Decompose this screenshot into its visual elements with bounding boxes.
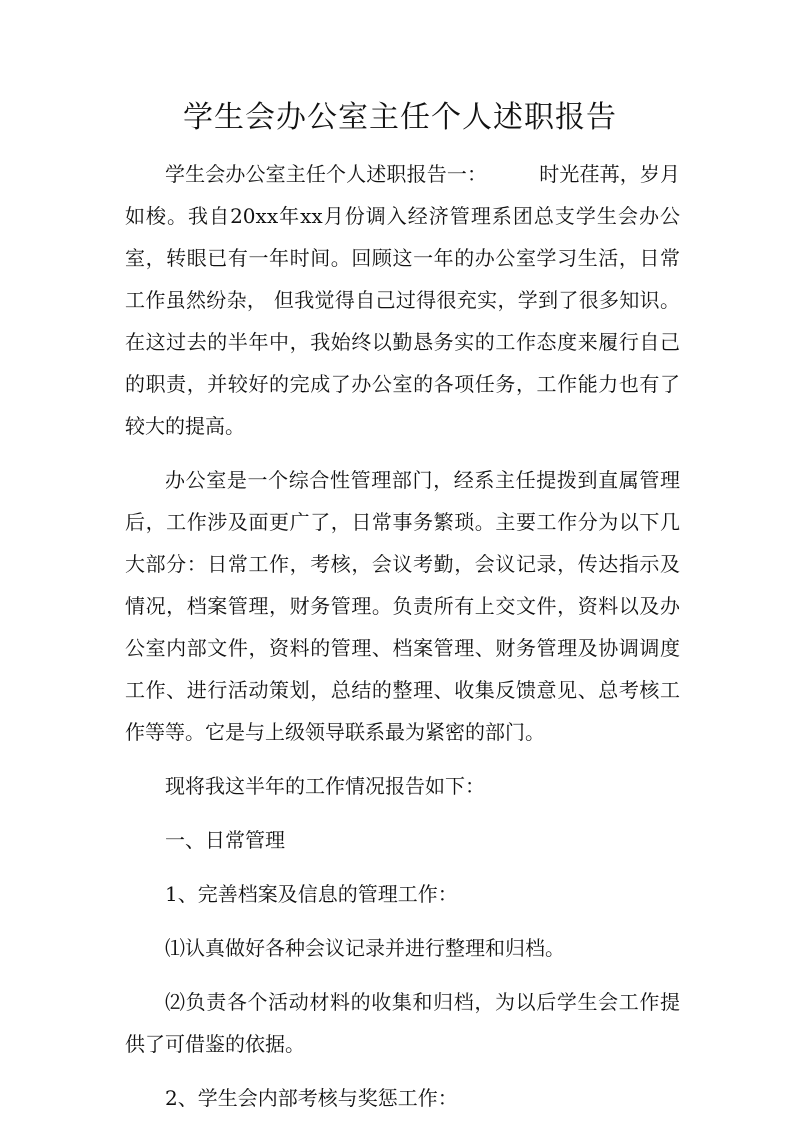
section-heading-daily-management: 一、日常管理 (165, 828, 285, 852)
paragraph-office-role: 办公室是一个综合性管理部门，经系主任提拨到直属管理后，工作涉及面更广了，日常事务繁琐。主要工作分为以下几大部分：日常工作，考核，会议考勤，会议记录，传达指示及情况，档案管理，财务管理。负责所有上交文件，资料以及办公室内部文件，资料的管理、档案管理、财务管理及协调调度工作、进行活动策划，总结的整理、收集反馈意见、总考核工作等等。它是与上级领导联系最为紧密的部门。 (125, 468, 680, 744)
subitem-meeting-records: ⑴认真做好各种会议记录并进行整理和归档。 (165, 936, 565, 960)
intro-label: 学生会办公室主任个人述职报告一： (165, 162, 488, 186)
item-internal-assessment: 2、学生会内部考核与奖惩工作： (165, 1086, 458, 1110)
document-title: 学生会办公室主任个人述职报告 (183, 100, 617, 135)
paragraph-report-lead: 现将我这半年的工作情况报告如下： (165, 774, 485, 798)
intro-text: 时光荏苒，岁月如梭。我自20xx年xx月份调入经济管理系团总支学生会办公室，转眼已有一年时间。回顾这一年的办公室学习生活，日常工作虽然纷杂， 但我觉得自己过得很充实，学到了很多知识。在这过去的半年中，我始终以勤恳务实的工作态度来履行自己的职责，并较好的完成了办公室的各项任务，工作能力也有了较大的提高。 (125, 162, 681, 438)
item-archive-management: 1、完善档案及信息的管理工作： (165, 882, 458, 906)
document-body (125, 153, 680, 1131)
subitem-activity-materials: ⑵负责各个活动材料的收集和归档，为以后学生会工作提供了可借鉴的依据。 (125, 990, 680, 1056)
intro-paragraph (125, 153, 680, 447)
